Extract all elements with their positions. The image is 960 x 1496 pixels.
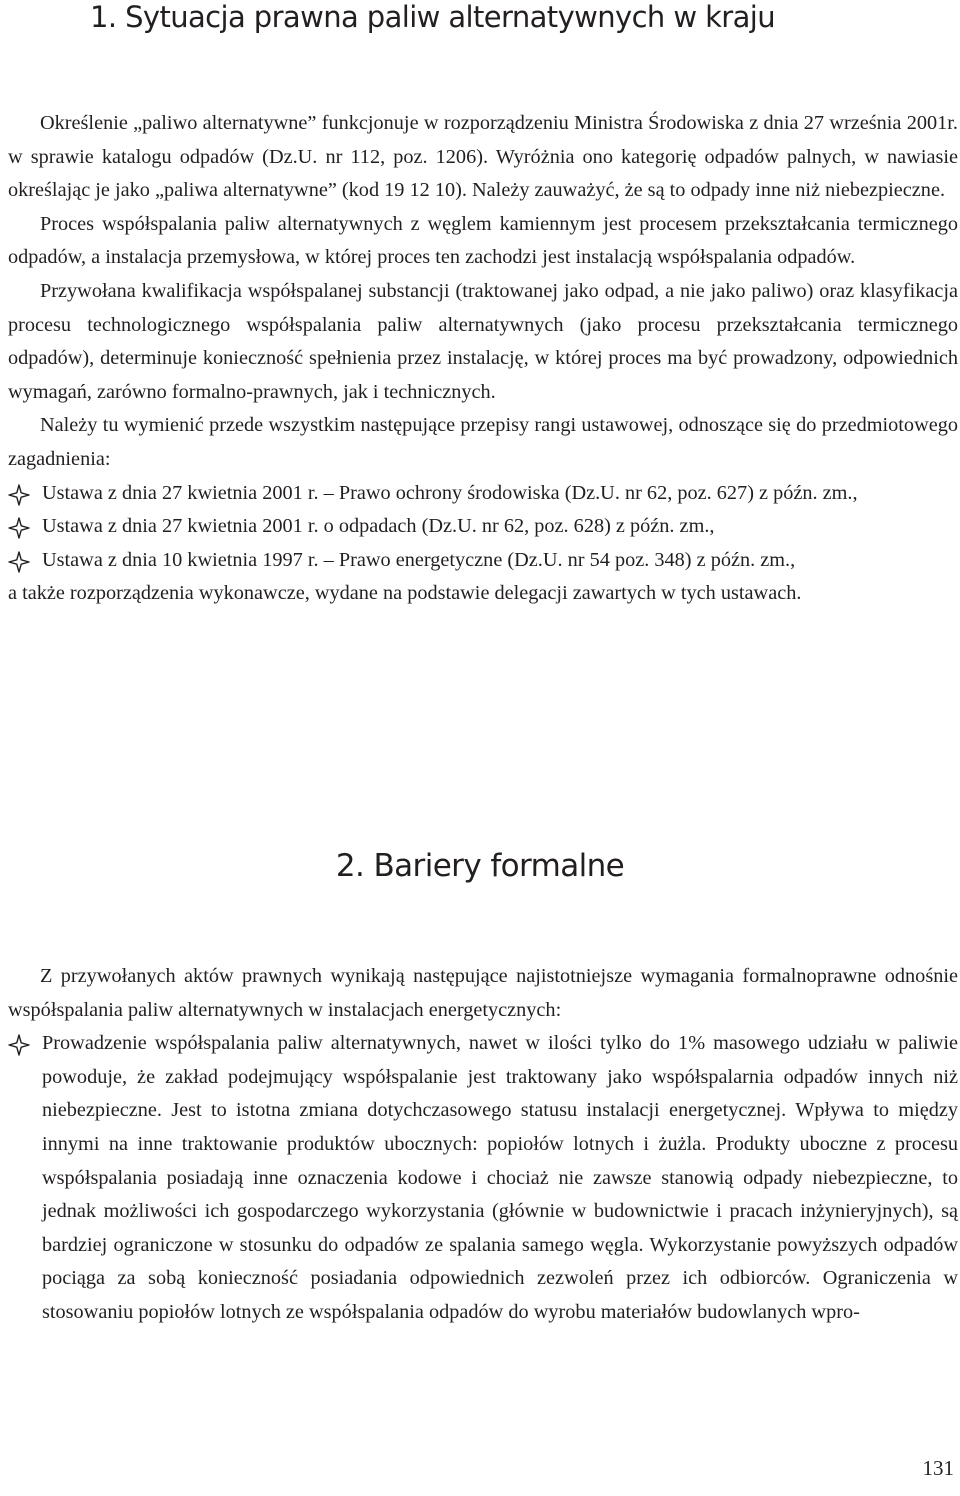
paragraph: Przywołana kwalifikacja współspalanej substancji (traktowanej jako odpad, a nie jako paliwo) oraz klasyfikacja procesu technologicznego współspalania paliw alternatywnych (jako procesu przekształcania termicznego odpadów), determinuje konieczność spełnienia przez instalację, w której proces ma być prowadzony, odpowiednich wymagań, zarówno formalno-prawnych, jak i technicznych. xyxy=(8,279,958,403)
four-point-star-icon xyxy=(8,517,30,539)
four-point-star-icon xyxy=(8,484,30,506)
bullet-text: Ustawa z dnia 27 kwietnia 2001 r. o odpadach (Dz.U. nr 62, poz. 628) z późn. zm., xyxy=(42,515,715,538)
bullet-text: Ustawa z dnia 27 kwietnia 2001 r. – Prawo ochrony środowiska (Dz.U. nr 62, poz. 627) z późn. zm., xyxy=(42,481,858,504)
paragraph: Proces współspalania paliw alternatywnych z węglem kamiennym jest procesem przekształcania termicznego odpadów, a instalacja przemysłowa, w której proces ten zachodzi jest instalacją współspalania odpadów. xyxy=(8,212,958,269)
page-number: 131 xyxy=(922,1456,954,1480)
paragraph: Określenie „paliwo alternatywne” funkcjonuje w rozporządzeniu Ministra Środowiska z dnia 27 września 2001r. w sprawie katalogu odpadów (Dz.U. nr 112, poz. 1206). Wyróżnia ono kategorię odpadów palnych, w nawiasie określając je jako „paliwa alternatywne” (kod 19 12 10). Należy zauważyć, że są to odpady inne niż niebezpieczne. xyxy=(8,112,958,202)
section-1-heading: 1. Sytuacja prawna paliw alternatywnych w kraju xyxy=(90,0,775,34)
bullet-text: Prowadzenie współspalania paliw alternatywnych, nawet w ilości tylko do 1% masowego udziału w paliwie powoduje, że zakład podejmujący współspalanie jest traktowany jako współspalarnia odpadów innych niż niebezpieczne. Jest to istotna zmiana dotychczasowego statusu instalacji energetycznej. Wpływa to między innymi na inne traktowanie produktów ubocznych: popiołów lotnych i żużla. Produkty uboczne z procesu współspalania posiadają inne oznaczenia kodowe i chociaż nie zawsze stanowią odpady niebezpieczne, to jednak możliwości ich gospodarczego wykorzystania (głównie w budownictwie i pracach inżynieryjnych), są bardziej ograniczone w stosunku do odpadów ze spalania samego węgla. Wykorzystanie powyższych odpadów pociąga za sobą konieczność posiadania odpowiednich zezwoleń przez ich odbiorców. Ograniczenia w stosowaniu popiołów lotnych ze współspalania odpadów do wyrobu materiałów budowlanych wpro- xyxy=(42,1032,958,1323)
section-2-body xyxy=(8,960,958,1330)
bullet-item xyxy=(8,1027,958,1329)
four-point-star-icon xyxy=(8,551,30,573)
paragraph: Z przywołanych aktów prawnych wynikają następujące najistotniejsze wymagania formalnoprawne odnośnie współspalania paliw alternatywnych w instalacjach energetycznych: xyxy=(8,965,958,1021)
four-point-star-icon xyxy=(8,1034,30,1056)
bullet-item xyxy=(8,477,958,511)
closing-paragraph: a także rozporządzenia wykonawcze, wydane na podstawie delegacji zawartych w tych ustawach. xyxy=(8,582,802,605)
bullet-item xyxy=(8,510,958,544)
section-2-heading: 2. Bariery formalne xyxy=(335,848,625,884)
bullet-text: Ustawa z dnia 10 kwietnia 1997 r. – Prawo energetyczne (Dz.U. nr 54 poz. 348) z późn. zm., xyxy=(42,548,796,571)
section-1-body xyxy=(8,107,958,611)
paragraph: Należy tu wymienić przede wszystkim następujące przepisy rangi ustawowej, odnoszące się do przedmiotowego zagadnienia: xyxy=(8,414,958,470)
bullet-item xyxy=(8,544,958,578)
